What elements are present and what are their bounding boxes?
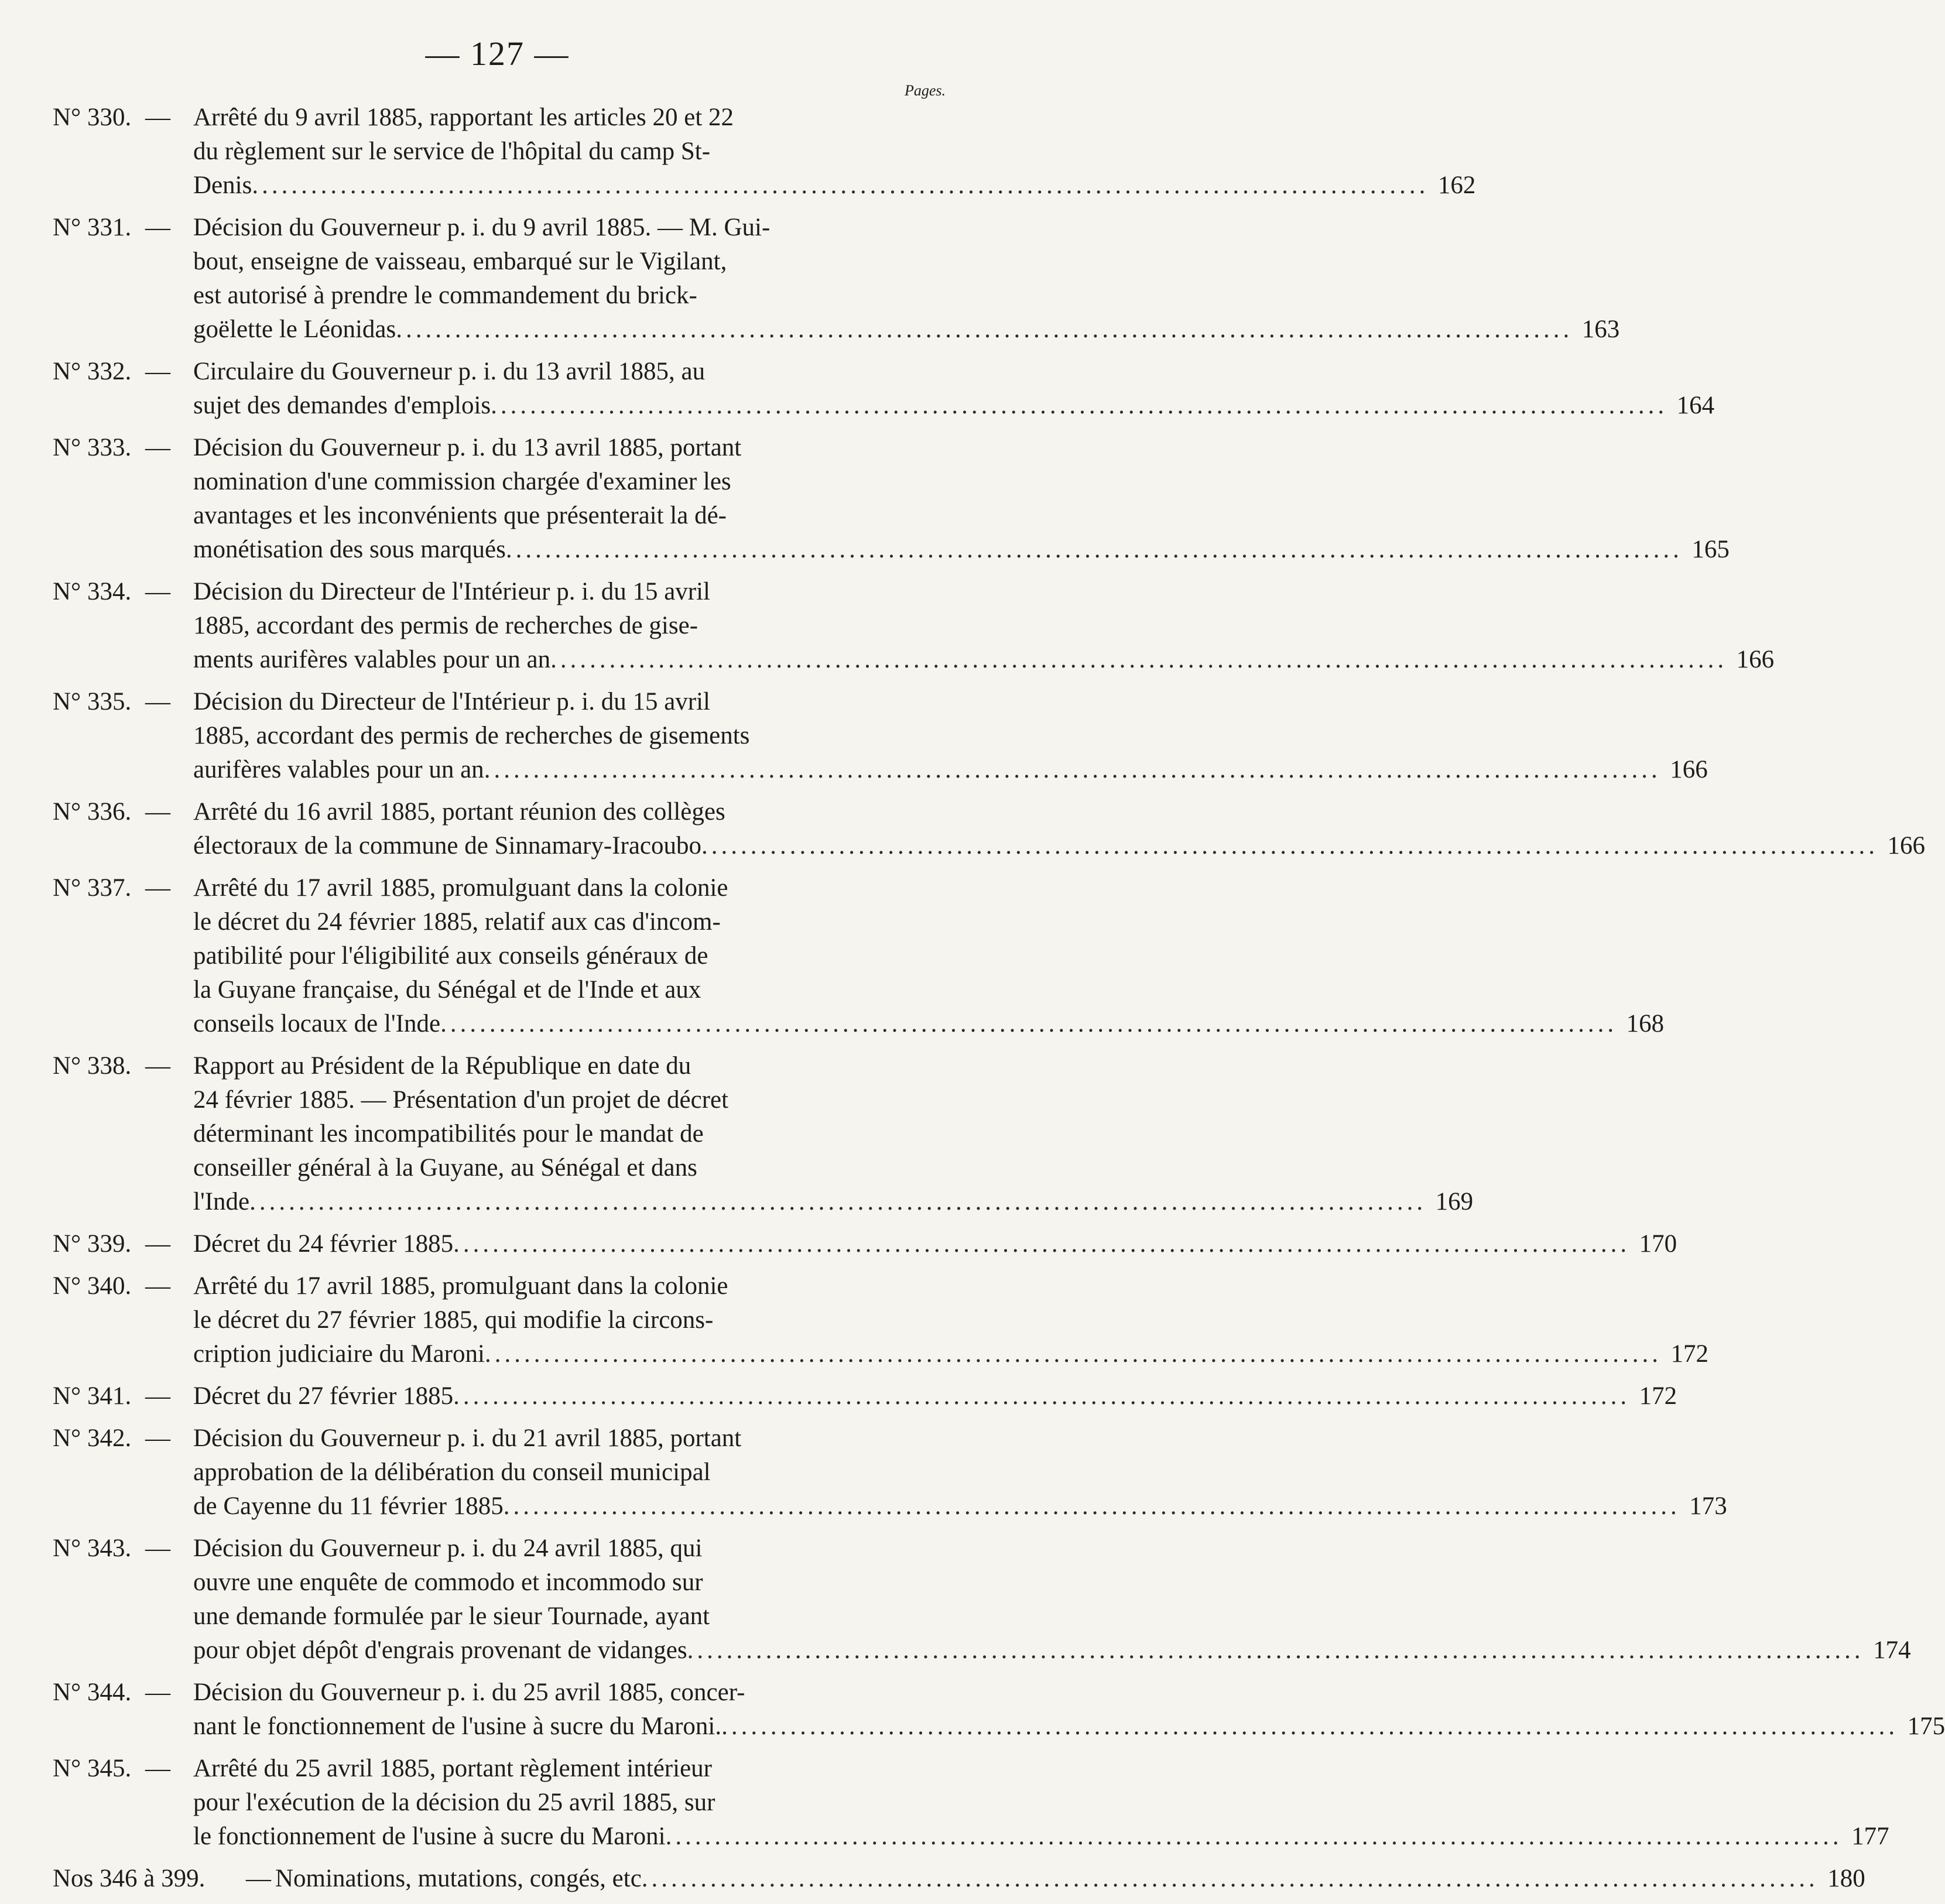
entry-last-line	[275, 1862, 1865, 1896]
entry-line: 1885, accordant des permis de recherches de gisements	[193, 722, 750, 749]
entry-text	[193, 1532, 1911, 1667]
dot-leader: ........................................................................................................................	[453, 1230, 1631, 1258]
entry-last-line	[193, 389, 1715, 423]
entry-last-line	[193, 1379, 1677, 1413]
entry-last-line	[193, 1820, 1889, 1854]
entry-line: Décision du Gouverneur p. i. du 21 avril 1885, portant	[193, 1424, 742, 1452]
entry-line: pour l'exécution de la décision du 25 avril 1885, sur	[193, 1789, 715, 1816]
entry-dash: —	[145, 874, 170, 902]
entry-dash: —	[145, 1052, 170, 1080]
entry-dash: —	[145, 358, 170, 385]
entry-number: N° 330.	[53, 104, 132, 131]
entry-number: N° 337.	[53, 874, 132, 902]
toc-entry	[53, 1379, 1677, 1413]
entry-page-number: 170	[1639, 1230, 1677, 1258]
dot-leader: ........................................................................................................................	[491, 392, 1668, 419]
entry-last-text: cription judiciaire du Maroni	[193, 1340, 485, 1368]
entry-dash: —	[145, 1230, 170, 1258]
entry-page-number: 163	[1581, 316, 1620, 343]
entry-line: Décision du Directeur de l'Intérieur p. i. du 15 avril	[193, 688, 710, 715]
entry-number: N° 340.	[53, 1272, 132, 1300]
toc-entry	[53, 1422, 1727, 1523]
entry-line: conseiller général à la Guyane, au Sénégal et dans	[193, 1154, 697, 1182]
entry-text	[193, 795, 1925, 863]
entry-line: Arrêté du 9 avril 1885, rapportant les articles 20 et 22	[193, 104, 734, 131]
entry-line: Rapport au Président de la République en date du	[193, 1052, 691, 1080]
entry-line: Arrêté du 25 avril 1885, portant règlement intérieur	[193, 1755, 712, 1782]
dot-leader: ........................................................................................................................	[641, 1865, 1819, 1892]
toc-entry	[53, 1227, 1677, 1261]
toc-entry	[53, 1676, 1945, 1744]
entry-last-line	[193, 1185, 1474, 1219]
toc-entry	[53, 1049, 1474, 1219]
dot-leader: ........................................................................................................................	[550, 646, 1728, 673]
entry-line: nomination d'une commission chargée d'examiner les	[193, 468, 731, 495]
entry-dash: —	[145, 214, 170, 241]
dot-leader: ........................................................................................................................	[505, 536, 1683, 563]
entry-last-text: de Cayenne du 11 février 1885	[193, 1492, 504, 1520]
dot-leader: ........................................................................................................................	[249, 1188, 1427, 1215]
entry-last-text: Décret du 27 février 1885	[193, 1382, 454, 1410]
entry-line: le décret du 27 février 1885, qui modifie la circons-	[193, 1306, 714, 1334]
entry-line: Arrêté du 17 avril 1885, promulguant dans la colonie	[193, 1272, 728, 1300]
entry-last-text: pour objet dépôt d'engrais provenant de vidanges	[193, 1636, 687, 1664]
entry-last-line	[193, 1489, 1727, 1523]
entry-page-number: 175	[1907, 1713, 1945, 1740]
entry-last-text: sujet des demandes d'emplois	[193, 392, 491, 419]
entry-number: N° 336.	[53, 798, 132, 826]
entry-last-line	[193, 313, 1620, 347]
toc-entry	[53, 211, 1620, 347]
entry-line: déterminant les incompatibilités pour le mandat de	[193, 1120, 704, 1148]
entry-page-number: 177	[1851, 1823, 1889, 1850]
dot-leader: ........................................................................................................................	[701, 832, 1878, 859]
entry-text	[193, 355, 1715, 423]
entry-dash: —	[145, 1424, 170, 1452]
entry-text	[193, 575, 1775, 677]
entry-last-text: goëlette le Léonidas	[193, 316, 396, 343]
entry-line: 1885, accordant des permis de recherches de gise-	[193, 612, 698, 639]
toc-entry	[53, 1862, 1865, 1896]
entry-page-number: 173	[1689, 1492, 1727, 1520]
entry-text	[193, 1379, 1677, 1413]
entry-page-number: 174	[1873, 1636, 1911, 1664]
entry-text	[193, 1676, 1945, 1744]
entry-number: N° 332.	[53, 358, 132, 385]
entry-line: le décret du 24 février 1885, relatif aux cas d'incom-	[193, 908, 721, 936]
entry-line: est autorisé à prendre le commandement du brick-	[193, 282, 697, 309]
entry-text	[193, 1049, 1474, 1219]
dot-leader: ........................................................................................................................	[396, 316, 1573, 343]
entry-last-line	[193, 533, 1730, 567]
entry-last-text: Nominations, mutations, congés, etc	[275, 1865, 642, 1892]
entry-last-text: électoraux de la commune de Sinnamary-Iracoubo	[193, 832, 701, 859]
entry-page-number: 168	[1626, 1010, 1665, 1037]
entry-line: Décision du Directeur de l'Intérieur p. i. du 15 avril	[193, 578, 710, 605]
entry-line: ouvre une enquête de commodo et incommodo sur	[193, 1569, 703, 1596]
entry-last-line	[193, 643, 1775, 677]
entry-number: N° 338.	[53, 1052, 132, 1080]
entry-last-text: aurifères valables pour un an	[193, 756, 484, 783]
dot-leader: ........................................................................................................................	[721, 1713, 1899, 1740]
toc-entry	[53, 355, 1715, 423]
dot-leader: ........................................................................................................................	[453, 1382, 1631, 1410]
entry-number: N° 333.	[53, 434, 132, 461]
table-of-contents	[53, 101, 1945, 1904]
toc-entry	[53, 1532, 1911, 1667]
pages-column-label: Pages.	[905, 82, 946, 99]
entry-text	[193, 1227, 1677, 1261]
entry-line: avantages et les inconvénients que présenterait la dé-	[193, 502, 727, 529]
entry-last-line	[193, 1007, 1665, 1041]
entry-dash: —	[145, 1382, 170, 1410]
entry-dash: —	[145, 434, 170, 461]
entry-line: approbation de la délibération du conseil municipal	[193, 1458, 711, 1486]
entry-page-number: 166	[1887, 832, 1925, 859]
entry-last-text: l'Inde	[193, 1188, 250, 1215]
entry-number: N° 334.	[53, 578, 132, 605]
entry-number: N° 335.	[53, 688, 132, 715]
toc-entry	[53, 1752, 1889, 1854]
entry-line: patibilité pour l'éligibilité aux conseils généraux de	[193, 942, 708, 970]
toc-entry	[53, 575, 1775, 677]
entry-text	[193, 101, 1476, 203]
dot-leader: ........................................................................................................................	[665, 1823, 1843, 1850]
entry-line: 24 février 1885. — Présentation d'un projet de décret	[193, 1086, 729, 1114]
entry-last-line	[193, 1337, 1708, 1371]
entry-number: N° 339.	[53, 1230, 132, 1258]
entry-dash: —	[145, 1679, 170, 1706]
toc-entry	[53, 795, 1925, 863]
entry-text	[193, 1269, 1708, 1371]
entry-number: N° 341.	[53, 1382, 132, 1410]
dot-leader: ........................................................................................................................	[484, 1340, 1662, 1368]
entry-last-text: Décret du 24 février 1885	[193, 1230, 454, 1258]
entry-line: du règlement sur le service de l'hôpital du camp St-	[193, 138, 711, 165]
entry-line: Circulaire du Gouverneur p. i. du 13 avril 1885, au	[193, 358, 706, 385]
entry-dash: —	[145, 798, 170, 826]
entry-last-line	[193, 1227, 1677, 1261]
entry-page-number: 180	[1827, 1865, 1865, 1892]
entry-last-text: conseils locaux de l'Inde	[193, 1010, 441, 1037]
dot-leader: ........................................................................................................................	[252, 172, 1429, 199]
entry-line: Décision du Gouverneur p. i. du 25 avril 1885, concer-	[193, 1679, 745, 1706]
entry-dash: —	[145, 578, 170, 605]
entry-text	[275, 1862, 1865, 1896]
entry-last-line	[193, 169, 1476, 203]
entry-dash: —	[145, 1535, 170, 1562]
entry-line: bout, enseigne de vaisseau, embarqué sur le Vigilant,	[193, 248, 727, 275]
entry-last-line	[193, 1634, 1911, 1667]
entry-line: la Guyane française, du Sénégal et de l'Inde et aux	[193, 976, 701, 1004]
entry-last-text: nant le fonctionnement de l'usine à sucre du Maroni.	[193, 1713, 722, 1740]
entry-dash: —	[145, 104, 170, 131]
entry-last-text: ments aurifères valables pour un an	[193, 646, 551, 673]
entry-line: Décision du Gouverneur p. i. du 13 avril 1885, portant	[193, 434, 742, 461]
entry-page-number: 162	[1437, 172, 1476, 199]
entry-page-number: 166	[1736, 646, 1775, 673]
entry-dash: —	[246, 1865, 271, 1892]
entry-page-number: 166	[1670, 756, 1708, 783]
entry-line: une demande formulée par le sieur Tournade, ayant	[193, 1602, 710, 1630]
dot-leader: ........................................................................................................................	[503, 1492, 1680, 1520]
entry-last-text: monétisation des sous marqués	[193, 536, 506, 563]
page-number: — 127 —	[425, 35, 570, 73]
entry-last-line	[193, 829, 1925, 863]
dot-leader: ........................................................................................................................	[484, 756, 1661, 783]
toc-entry	[53, 685, 1708, 787]
entry-text	[193, 685, 1708, 787]
entry-last-text: Denis	[193, 172, 252, 199]
entry-text	[193, 1752, 1889, 1854]
entry-text	[193, 431, 1730, 567]
entry-last-line	[193, 1710, 1945, 1744]
entry-page-number: 169	[1435, 1188, 1474, 1215]
entry-page-number: 172	[1639, 1382, 1677, 1410]
entry-dash: —	[145, 1272, 170, 1300]
entry-text	[193, 211, 1620, 347]
entry-number: N° 342.	[53, 1424, 132, 1452]
entry-line: Arrêté du 17 avril 1885, promulguant dans la colonie	[193, 874, 728, 902]
dot-leader: ........................................................................................................................	[440, 1010, 1618, 1037]
entry-dash: —	[145, 688, 170, 715]
toc-entry	[53, 101, 1476, 203]
entry-number: N° 331.	[53, 214, 132, 241]
dot-leader: ........................................................................................................................	[687, 1636, 1864, 1664]
entry-text	[193, 1422, 1727, 1523]
entry-number: N° 345.	[53, 1755, 132, 1782]
entry-text	[193, 871, 1665, 1041]
entry-number: N° 344.	[53, 1679, 132, 1706]
toc-entry	[53, 871, 1665, 1041]
entry-last-text: le fonctionnement de l'usine à sucre du Maroni	[193, 1823, 666, 1850]
entry-last-line	[193, 753, 1708, 787]
entry-number: Nos 346 à 399.	[53, 1865, 206, 1892]
entry-dash: —	[145, 1755, 170, 1782]
entry-page-number: 164	[1676, 392, 1715, 419]
entry-page-number: 172	[1670, 1340, 1708, 1368]
entry-line: Décision du Gouverneur p. i. du 9 avril 1885. — M. Gui-	[193, 214, 771, 241]
entry-line: Arrêté du 16 avril 1885, portant réunion des collèges	[193, 798, 725, 826]
entry-line: Décision du Gouverneur p. i. du 24 avril 1885, qui	[193, 1535, 703, 1562]
toc-entry	[53, 431, 1730, 567]
toc-entry	[53, 1269, 1708, 1371]
entry-number: N° 343.	[53, 1535, 132, 1562]
entry-page-number: 165	[1691, 536, 1730, 563]
